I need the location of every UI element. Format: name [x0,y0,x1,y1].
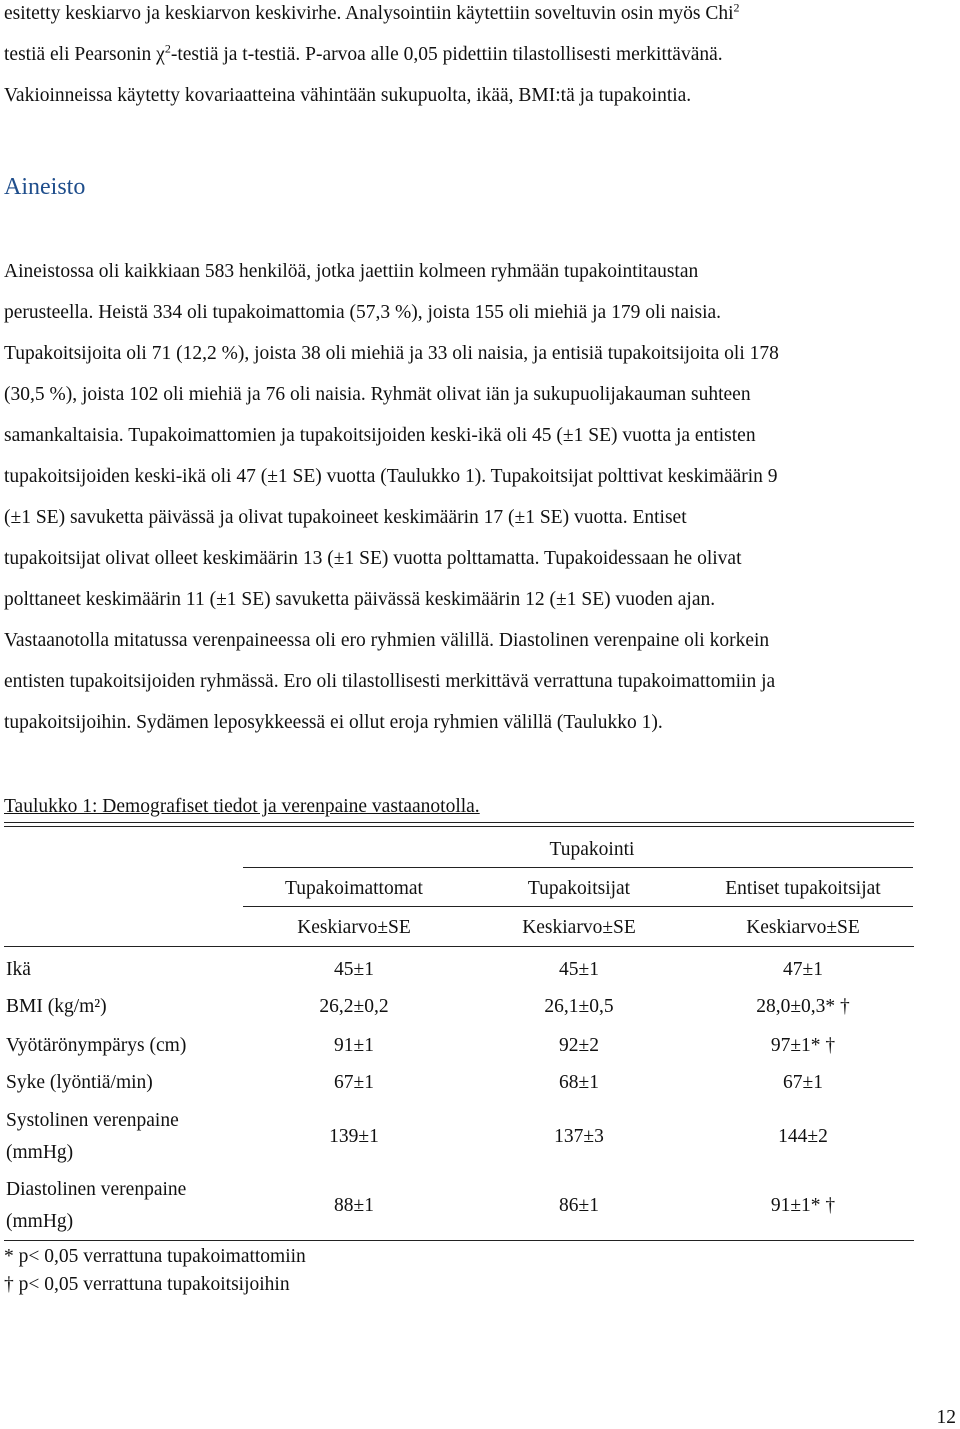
paragraph-line: Tupakoitsijoita oli 71 (12,2 %), joista 38 oli miehiä ja 33 oli naisia, ja entisiä tupakoitsijoita oli 178 [4,343,779,364]
subheader-nonsmokers: Keskiarvo±SE [297,917,411,938]
intro-line-2: testiä eli Pearsonin $\chi^2$-testiä ja t-testiä. P-arvoa alle 0,05 pidettiin tilastollisesti merkittävänä. [4,41,723,65]
cell-waist-former: 97±1* † [770,1035,836,1056]
footnote-asterisk: * p< 0,05 verrattuna tupakoimattomiin [4,1246,306,1267]
row-label-heart-rate: Syke (lyöntiä/min) [6,1072,153,1093]
cell-waist-nonsmokers: 91±1 [334,1035,374,1056]
cell-age-former: 47±1 [783,959,823,980]
cell-diastolic-nonsmokers: 88±1 [334,1195,374,1216]
paragraph-line: perusteella. Heistä 334 oli tupakoimattomia (57,3 %), joista 155 oli miehiä ja 179 oli naisia. [4,302,722,323]
paragraph-line: polttaneet keskimäärin 11 (±1 SE) savuketta päivässä keskimäärin 12 (±1 SE) vuoden ajan. [4,589,716,610]
row-label-bmi: BMI (kg/m²) [6,996,107,1017]
table-top-rule-2 [4,826,914,827]
group-header-rule [243,867,913,868]
cell-bmi-former: 28,0±0,3* † [756,996,850,1017]
paragraph-line: Vastaanotolla mitatussa verenpaineessa oli ero ryhmien välillä. Diastolinen verenpaine oli korkein [4,630,770,651]
cell-age-smokers: 45±1 [559,959,599,980]
paragraph-line: entisten tupakoitsijoiden ryhmässä. Ero oli tilastollisesti merkittävä verrattuna tupakoimattomiin ja [4,671,776,692]
cell-heart-rate-smokers: 68±1 [559,1072,599,1093]
paragraph-line: tupakoitsijoihin. Sydämen leposykkeessä ei ollut eroja ryhmien välillä (Taulukko 1). [4,712,663,733]
paragraph-line: tupakoitsijoiden keski-ikä oli 47 (±1 SE) vuotta (Taulukko 1). Tupakoitsijat polttivat keskimäärin 9 [4,466,778,487]
cell-systolic-smokers: 137±3 [554,1126,604,1147]
row-label-systolic: Systolinen verenpaine [6,1110,179,1131]
row-label-diastolic-unit: (mmHg) [6,1211,74,1232]
column-header-former-smokers: Entiset tupakoitsijat [725,878,881,899]
paragraph-line: (±1 SE) savuketta päivässä ja olivat tupakoineet keskimäärin 17 (±1 SE) vuotta. Entiset [4,507,687,528]
subheader-former-smokers: Keskiarvo±SE [746,917,860,938]
table-top-rule [4,822,914,823]
paragraph-line: tupakoitsijat olivat olleet keskimäärin 13 (±1 SE) vuotta polttamatta. Tupakoidessaan he olivat [4,548,742,569]
cell-systolic-nonsmokers: 139±1 [329,1126,379,1147]
intro-line-3: Vakioinneissa käytetty kovariaatteina vähintään sukupuolta, ikää, BMI:tä ja tupakointia. [4,85,692,106]
cell-heart-rate-former: 67±1 [783,1072,823,1093]
row-label-age: Ikä [6,959,31,980]
cell-bmi-smokers: 26,1±0,5 [544,996,614,1017]
paragraph-line: (30,5 %), joista 102 oli miehiä ja 76 oli naisia. Ryhmät olivat iän ja sukupuolijakauman suhteen [4,384,751,405]
column-header-rule [243,906,913,907]
cell-waist-smokers: 92±2 [559,1035,599,1056]
paragraph-line: Aineistossa oli kaikkiaan 583 henkilöä, jotka jaettiin kolmeen ryhmään tupakointitaustan [4,261,699,282]
table-caption: Taulukko 1: Demografiset tiedot ja verenpaine vastaanotolla. [4,796,480,817]
cell-heart-rate-nonsmokers: 67±1 [334,1072,374,1093]
table-group-header: Tupakointi [549,839,635,860]
footnote-dagger: † p< 0,05 verrattuna tupakoitsijoihin [4,1274,290,1295]
cell-diastolic-smokers: 86±1 [559,1195,599,1216]
cell-systolic-former: 144±2 [778,1126,828,1147]
header-bottom-rule [4,946,914,947]
cell-diastolic-former: 91±1* † [770,1195,836,1216]
row-label-diastolic: Diastolinen verenpaine [6,1179,187,1200]
section-heading: Aineisto [4,174,86,200]
page-number: 12 [936,1407,956,1428]
cell-age-nonsmokers: 45±1 [334,959,374,980]
column-header-nonsmokers: Tupakoimattomat [285,878,423,899]
intro-line-1: esitetty keskiarvo ja keskiarvon keskivirhe. Analysointiin käytettiin soveltuvin osin myös Chi$^2$ [4,0,740,24]
subheader-smokers: Keskiarvo±SE [522,917,636,938]
paragraph-line: samankaltaisia. Tupakoimattomien ja tupakoitsijoiden keski-ikä oli 45 (±1 SE) vuotta ja entisten [4,425,756,446]
column-header-smokers: Tupakoitsijat [527,878,631,899]
row-label-systolic-unit: (mmHg) [6,1142,74,1163]
table-bottom-rule [4,1240,914,1241]
cell-bmi-nonsmokers: 26,2±0,2 [319,996,389,1017]
row-label-waist: Vyötärönympärys (cm) [6,1035,187,1056]
